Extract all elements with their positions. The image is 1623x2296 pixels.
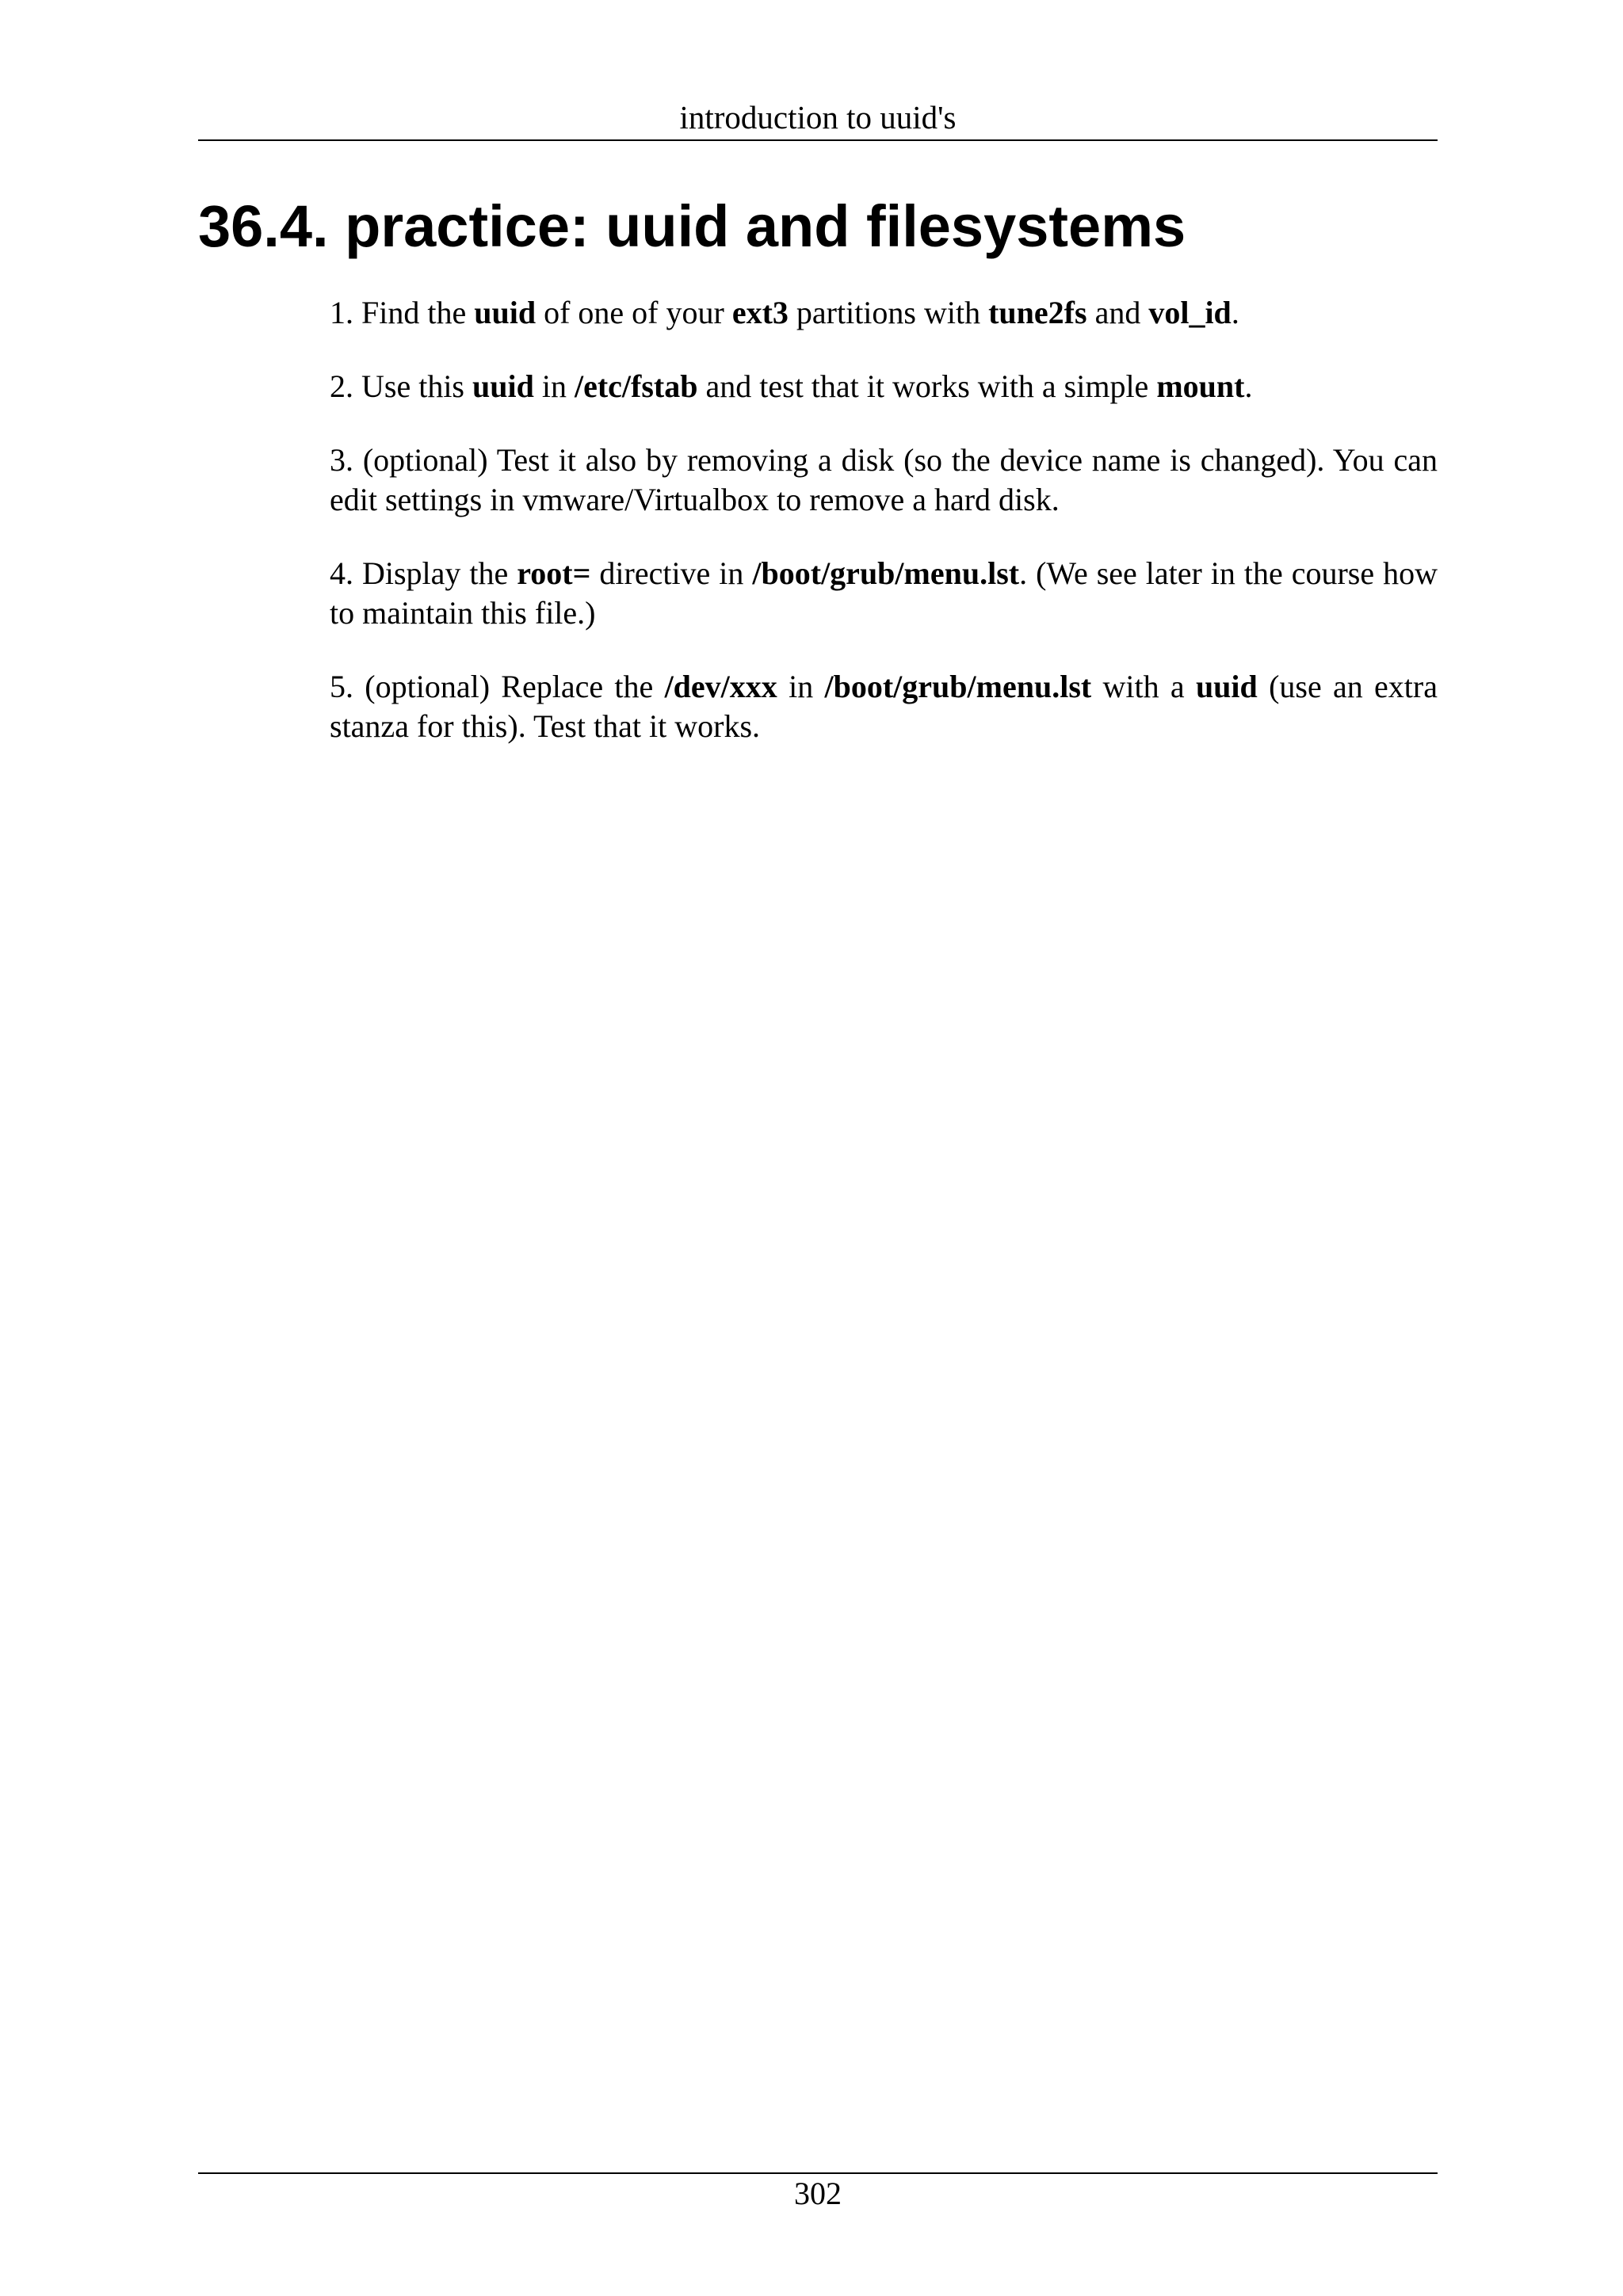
exercise-1 <box>330 293 1438 333</box>
exercise-text: and <box>1086 295 1149 330</box>
exercise-text: directive in <box>590 555 753 591</box>
command-term: tune2fs <box>988 295 1087 330</box>
command-term: uuid <box>474 295 537 330</box>
exercise-text: partitions with <box>788 295 989 330</box>
running-header: introduction to uuid's <box>679 99 957 135</box>
exercise-text: in <box>533 368 575 404</box>
exercise-text: . (We see later in the course how to maintain this file.) <box>330 555 1438 631</box>
exercise-text: in <box>777 669 825 704</box>
exercise-list <box>330 293 1438 780</box>
section-title: 36.4. practice: uuid and filesystems <box>198 193 1186 259</box>
page-number: 302 <box>794 2176 842 2211</box>
command-term: /etc/fstab <box>574 368 698 404</box>
exercise-text: of one of your <box>536 295 732 330</box>
exercise-text: (use an extra stanza for this). Test that it works. <box>330 669 1438 744</box>
command-term: uuid <box>1195 669 1258 704</box>
header-rule <box>198 139 1438 141</box>
command-term: /boot/grub/menu.lst <box>752 555 1020 591</box>
command-term: /boot/grub/menu.lst <box>824 669 1092 704</box>
exercise-text: 4. Display the <box>330 555 517 591</box>
command-term: uuid <box>472 368 534 404</box>
command-term: vol_id <box>1148 295 1232 330</box>
exercise-text: 5. (optional) Replace the <box>330 669 665 704</box>
exercise-text: 2. Use this <box>330 368 472 404</box>
exercise-text: with a <box>1091 669 1196 704</box>
command-term: /dev/xxx <box>664 669 777 704</box>
exercise-2 <box>330 367 1438 406</box>
command-term: mount <box>1156 368 1245 404</box>
exercise-text: and test that it works with a simple <box>697 368 1157 404</box>
exercise-4 <box>330 554 1438 633</box>
exercise-text: . <box>1244 368 1253 404</box>
command-term: ext3 <box>731 295 789 330</box>
command-term: root= <box>517 555 591 591</box>
exercise-5 <box>330 667 1438 746</box>
exercise-text: 3. (optional) Test it also by removing a disk (so the device name is changed). You can edit settings in vmware/Virtualbox to remove a hard disk. <box>330 442 1438 517</box>
exercise-3 <box>330 441 1438 520</box>
exercise-text: 1. Find the <box>330 295 475 330</box>
exercise-text: . <box>1231 295 1239 330</box>
